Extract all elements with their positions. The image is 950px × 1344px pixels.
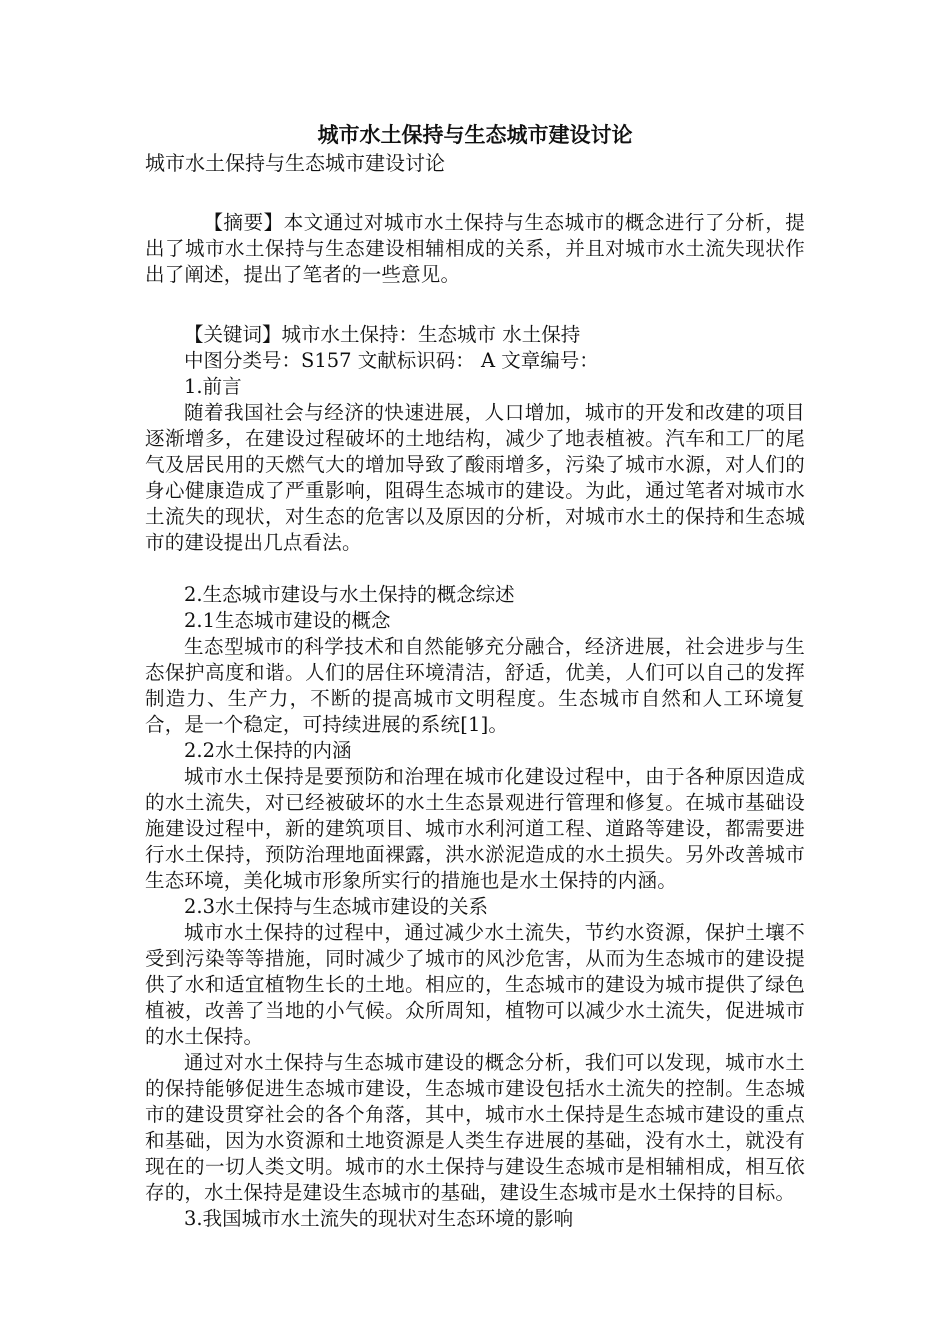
section-2-heading: 2.生态城市建设与水土保持的概念综述 <box>184 583 515 606</box>
section-2-1-heading: 2.1生态城市建设的概念 <box>184 609 391 632</box>
classification-line: 中图分类号：S157 文献标识码： A 文章编号： <box>184 349 599 372</box>
section-2-2-paragraph: 城市水土保持是要预防和治理在城市化建设过程中，由于各种原因造成的水土流失，对已经被破坏的水土生态景观进行管理和修复。在城市基础设施建设过程中，新的建筑项目、城市水利河道工程、道路等建设，都需要进行水土保持，预防治理地面裸露，洪水淤泥造成的水土损失。另外改善城市生态环境，美化城市形象所实行的措施也是水土保持的内涵。 <box>145 765 805 892</box>
document-title: 城市水土保持与生态城市建设讨论 <box>317 122 633 147</box>
spacer <box>145 288 805 322</box>
section-1-heading: 1.前言 <box>184 375 242 398</box>
section-2-3-heading: 2.3水土保持与生态城市建设的关系 <box>184 895 489 918</box>
section-2-2-heading: 2.2水土保持的内涵 <box>184 739 352 762</box>
abstract-paragraph: 【摘要】本文通过对城市水土保持与生态城市的概念进行了分析，提出了城市水土保持与生态建设相辅相成的关系，并且对城市水土流失现状作出了阐述，提出了笔者的一些意见。 <box>145 211 805 286</box>
section-2-3-paragraph-2: 通过对水土保持与生态城市建设的概念分析，我们可以发现，城市水土的保持能够促进生态城市建设，生态城市建设包括水土流失的控制。生态城市的建设贯穿社会的各个角落，其中，城市水土保持是生态城市建设的重点和基础，因为水资源和土地资源是人类生存进展的基础，没有水土，就没有现在的一切人类文明。城市的水土保持与建设生态城市是相辅相成，相互依存的，水土保持是建设生态城市的基础，建设生态城市是水土保持的目标。 <box>145 1051 805 1204</box>
section-3-heading: 3.我国城市水土流失的现状对生态环境的影响 <box>184 1207 574 1230</box>
section-2-3-paragraph-1: 城市水土保持的过程中，通过减少水土流失，节约水资源，保护土壤不受到污染等等措施，同时减少了城市的风沙危害，从而为生态城市的建设提供了水和适宜植物生长的土地。相应的，生态城市的建设为城市提供了绿色植被，改善了当地的小气候。众所周知，植物可以减少水土流失，促进城市的水土保持。 <box>145 921 805 1048</box>
spacer <box>145 176 805 210</box>
section-1-paragraph: 随着我国社会与经济的快速进展，人口增加，城市的开发和改建的项目逐渐增多，在建设过程破坏的土地结构，减少了地表植被。汽车和工厂的尾气及居民用的天燃气大的增加导致了酸雨增多，污染了城市水源，对人们的身心健康造成了严重影响，阻碍生态城市的建设。为此，通过笔者对城市水土流失的现状，对生态的危害以及原因的分析，对城市水土的保持和生态城市的建设提出几点看法。 <box>145 401 805 554</box>
spacer <box>145 556 805 582</box>
keywords-line: 【关键词】城市水土保持：生态城市 水土保持 <box>184 323 581 346</box>
document-subtitle: 城市水土保持与生态城市建设讨论 <box>145 151 445 175</box>
section-2-1-paragraph: 生态型城市的科学技术和自然能够充分融合，经济进展，社会进步与生态保护高度和谐。人们的居住环境清洁，舒适，优美，人们可以自己的发挥制造力、生产力，不断的提高城市文明程度。生态城市自然和人工环境复合，是一个稳定，可持续进展的系统[1]。 <box>145 635 805 736</box>
document-page <box>145 120 805 1232</box>
